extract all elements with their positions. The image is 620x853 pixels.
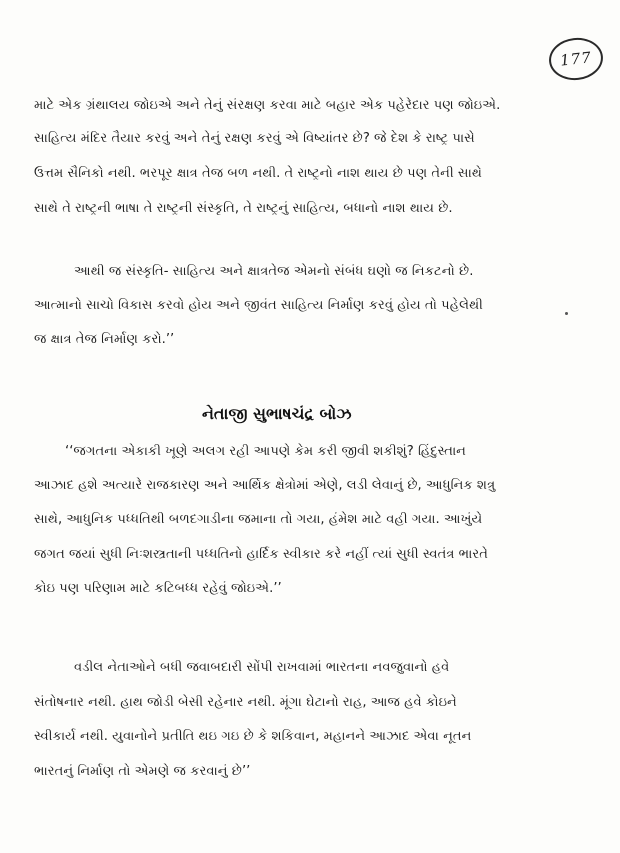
page-number: 177: [559, 48, 593, 70]
paragraph-2-line-3: જ ક્ષાત્ર તેજ નિર્માણ કરો.’’: [34, 332, 175, 347]
paragraph-2-line-2: આત્માનો સાચો વિકાસ કરવો હોય અને જીવંત સાહિત્ય નિર્માણ કરવું હોય તો પહેલેથી: [34, 298, 483, 313]
page-number-circle: [547, 35, 605, 82]
quote-line-2: આઝાદ હશે અત્યારે રાજકારણ અને આર્થિક ક્ષેત્રોમાં એણે, લડી લેવાનું છે, આધુનિક શત્રુ: [34, 478, 496, 493]
quote-line-3: સાથે, આધુનિક પધ્ધતિથી બળદગાડીના જમાના તો ગયા, હંમેશ માટે વહી ગયા. આખુંયે: [34, 512, 483, 527]
paragraph-2-line-1: આથી જ સંસ્કૃતિ- સાહિત્ય અને ક્ષાત્રતેજ એમનો સંબંધ ઘણો જ નિકટનો છે.: [74, 264, 474, 279]
paragraph-3-line-2: સંતોષનાર નથી. હાથ જોડી બેસી રહેનાર નથી. મૂંગા ઘેટાનો રાહ, આજ હવે કોઇને: [34, 695, 457, 710]
stray-mark: [565, 312, 568, 315]
section-heading: નેતાજી સુભાષચંદ્ર બોઝ: [202, 404, 352, 423]
quote-line-5: કોઇ પણ પરિણામ માટે કટિબધ્ધ રહેવું જોઇએ.’’: [34, 581, 282, 596]
quote-line-4: જગત જયાં સુધી નિઃશસ્ત્રતાની પધ્ધતિનો હાર્દિક સ્વીકાર કરે નહીં ત્યાં સુધી સ્વતંત્ર ભારતે: [34, 547, 488, 562]
paragraph-1-line-1: માટે એક ગ્રંથાલય જોઇએ અને તેનું સંરક્ષણ કરવા માટે બહાર એક પહેરેદાર પણ જોઇએ.: [34, 98, 501, 113]
paragraph-1-line-4: સાથે તે રાષ્ટ્રની ભાષા તે રાષ્ટ્રની સંસ્કૃતિ, તે રાષ્ટ્રનું સાહિત્ય, બધાનો નાશ થાય છે.: [34, 201, 453, 216]
paragraph-3-line-1: વડીલ નેતાઓને બધી જવાબદારી સોંપી રાખવામાં ભારતના નવજુવાનો હવે: [74, 660, 450, 675]
paragraph-1-line-2: સાહિત્ય મંદિર તૈયાર કરવું અને તેનું રક્ષણ કરવું એ વિષ્યાંતર છે? જે દેશ કે રાષ્ટ્ર પાસે: [34, 131, 475, 146]
paragraph-3-line-4: ભારતનું નિર્માણ તો એમણે જ કરવાનું છે’’: [34, 764, 251, 779]
paragraph-1-line-3: ઉત્તમ સૈનિકો નથી. ભરપૂર ક્ષાત્ર તેજ બળ નથી. તે રાષ્ટ્રનો નાશ થાય છે પણ તેની સાથે: [34, 166, 482, 181]
quote-line-1: ‘‘જગતના એકાકી ખૂણે અલગ રહી આપણે કેમ કરી જીવી શકીશું? હિંદુસ્તાન: [65, 444, 467, 459]
paragraph-3-line-3: સ્વીકાર્ય નથી. યુવાનોને પ્રતીતિ થઇ ગઇ છે કે શકિવાન, મહાનને આઝાદ એવા નૂતન: [34, 729, 472, 744]
